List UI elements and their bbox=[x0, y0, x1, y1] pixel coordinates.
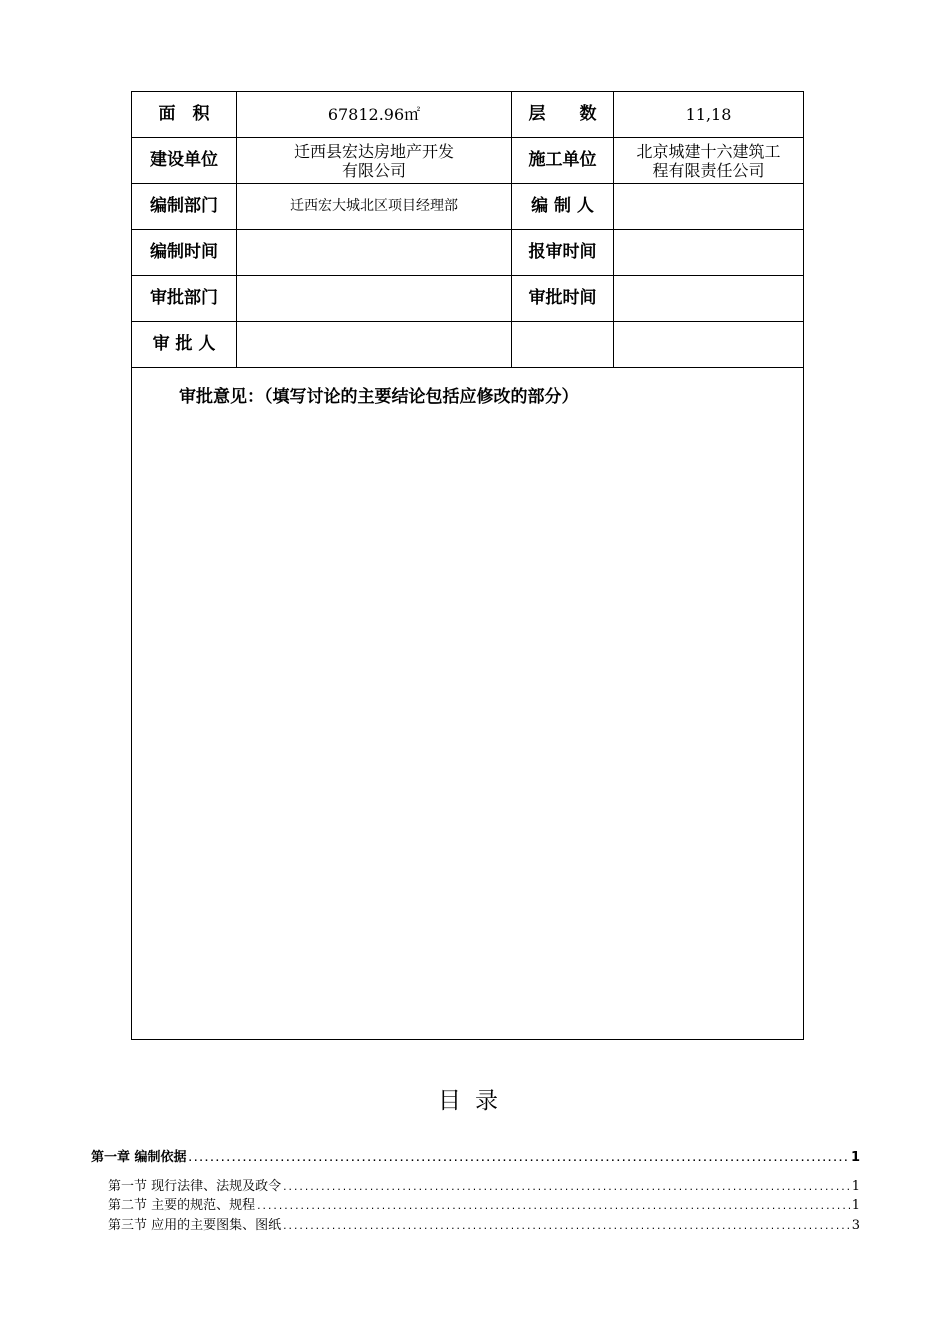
label-approver: 审 批 人 bbox=[132, 322, 237, 368]
form-row-opinion bbox=[132, 368, 804, 1040]
label-contractor: 施工单位 bbox=[512, 138, 614, 184]
contractor-line-2: 程有限责任公司 bbox=[652, 160, 765, 180]
opinion-label: 审批意见：（填写讨论的主要结论包括应修改的部分） bbox=[179, 387, 579, 407]
toc-section-label: 第一节 现行法律、法规及政令 bbox=[108, 1179, 282, 1194]
empty-cell-value bbox=[614, 322, 804, 368]
value-compile-time bbox=[237, 230, 512, 276]
value-approval-time bbox=[614, 276, 804, 322]
label-compiling-dept: 编制部门 bbox=[132, 184, 237, 230]
value-submit-time bbox=[614, 230, 804, 276]
form-row-units bbox=[132, 138, 804, 184]
value-compiling-dept: 迁西宏大城北区项目经理部 bbox=[237, 184, 512, 230]
form-row-approver bbox=[132, 322, 804, 368]
form-row-area bbox=[132, 92, 804, 138]
opinion-cell bbox=[132, 368, 804, 1040]
value-approver bbox=[237, 322, 512, 368]
label-construction-owner: 建设单位 bbox=[132, 138, 237, 184]
label-area: 面 积 bbox=[132, 92, 237, 138]
toc-section-label: 第二节 主要的规范、规程 bbox=[108, 1198, 256, 1213]
toc-dot-leader bbox=[282, 1179, 851, 1196]
toc-section-page: 1 bbox=[851, 1179, 860, 1194]
toc-chapter-page: 1 bbox=[850, 1150, 860, 1165]
toc-chapter-label: 第一章 编制依据 bbox=[91, 1150, 187, 1165]
value-area: 67812.96㎡ bbox=[237, 92, 512, 138]
value-floors: 11,18 bbox=[614, 92, 804, 138]
toc-section-page: 1 bbox=[851, 1198, 860, 1213]
value-approval-dept bbox=[237, 276, 512, 322]
toc-section-label: 第三节 应用的主要图集、图纸 bbox=[108, 1218, 282, 1233]
toc-section-entry[interactable] bbox=[108, 1198, 860, 1215]
label-floors: 层 数 bbox=[512, 92, 614, 138]
form-row-times bbox=[132, 230, 804, 276]
label-approval-dept: 审批部门 bbox=[132, 276, 237, 322]
value-construction-owner bbox=[237, 138, 512, 184]
value-compiler bbox=[614, 184, 804, 230]
toc-dot-leader bbox=[188, 1150, 850, 1167]
label-compiler: 编 制 人 bbox=[512, 184, 614, 230]
approval-form-table bbox=[131, 91, 804, 1040]
empty-cell-label bbox=[512, 322, 614, 368]
value-contractor bbox=[614, 138, 804, 184]
form-row-department bbox=[132, 184, 804, 230]
label-submit-time: 报审时间 bbox=[512, 230, 614, 276]
owner-line-1: 迁西县宏达房地产开发 bbox=[293, 141, 454, 161]
form-row-approval bbox=[132, 276, 804, 322]
label-approval-time: 审批时间 bbox=[512, 276, 614, 322]
toc-section-entry[interactable] bbox=[108, 1218, 860, 1235]
toc-title: 目录 bbox=[438, 1088, 512, 1114]
toc-section-page: 3 bbox=[851, 1218, 860, 1233]
toc-dot-leader bbox=[282, 1218, 851, 1235]
toc-chapter-entry[interactable] bbox=[91, 1150, 860, 1167]
owner-line-2: 有限公司 bbox=[341, 160, 406, 180]
contractor-line-1: 北京城建十六建筑工 bbox=[636, 141, 781, 161]
toc-dot-leader bbox=[256, 1198, 851, 1215]
label-compile-time: 编制时间 bbox=[132, 230, 237, 276]
toc-section-entry[interactable] bbox=[108, 1179, 860, 1196]
